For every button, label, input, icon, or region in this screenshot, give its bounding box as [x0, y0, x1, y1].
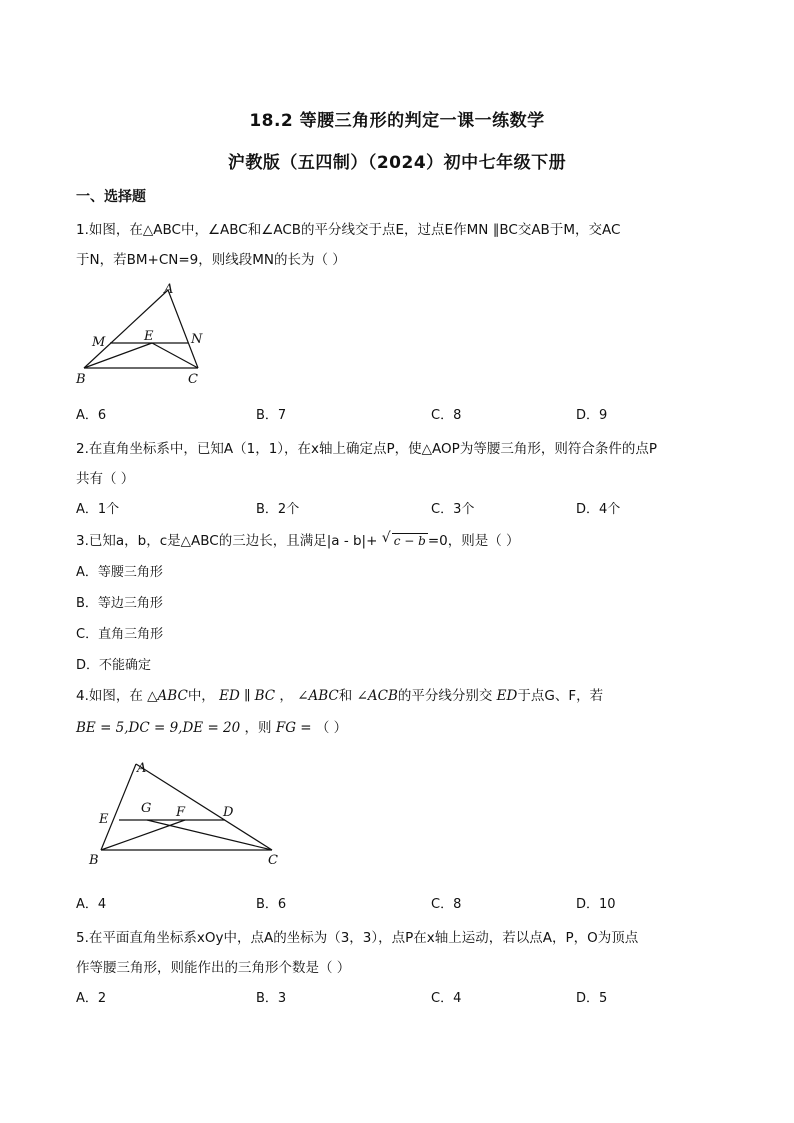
q1-label-c: C — [188, 372, 198, 387]
q4-label-d: D — [223, 805, 234, 820]
q4-math-fg: FG = — [275, 720, 316, 736]
q4-option-c[interactable]: C．8 — [431, 897, 462, 912]
q4-segment-cg — [147, 820, 272, 850]
q4-text-mid1: 中， — [187, 688, 215, 704]
q4-label-f: F — [176, 805, 186, 820]
q1-option-c[interactable]: C．8 — [431, 408, 462, 423]
q5-option-c[interactable]: C．4 — [431, 991, 462, 1006]
q4-text-mid2: 的平分线分别交 — [397, 688, 493, 704]
q3-sqrt — [381, 530, 428, 549]
q4-math-angle-acb: ∠ACB — [356, 688, 398, 704]
title-line-2: 沪教版（五四制）（2024）初中七年级下册 — [227, 153, 567, 173]
q2-option-b[interactable]: B．2个 — [256, 502, 300, 517]
q4-text-line-1 — [76, 684, 603, 704]
q2-text-line-2: 共有（ ） — [76, 471, 135, 487]
q1-segment-ac — [168, 290, 198, 368]
q4-math-ed: ED — [496, 688, 518, 704]
section-heading: 一、选择题 — [76, 189, 146, 205]
q1-label-n: N — [191, 332, 203, 347]
radical-sign-icon: √ — [381, 530, 391, 546]
q2-option-c[interactable]: C．3个 — [431, 502, 475, 517]
q3-text-line-1 — [76, 529, 520, 549]
q4-text-post: 于点G、F，若 — [517, 688, 604, 704]
q4-math-given: BE = 5,DC = 9,DE = 20 — [76, 720, 241, 736]
q5-option-b[interactable]: B．3 — [256, 991, 287, 1006]
q4-option-a[interactable]: A．4 — [76, 897, 107, 912]
q4-label-b: B — [89, 853, 99, 868]
q1-figure — [74, 280, 214, 390]
q4-text-line-2 — [76, 716, 347, 736]
q4-option-b[interactable]: B．6 — [256, 897, 287, 912]
q4-label-e: E — [99, 812, 109, 827]
q4-segment-ac — [136, 764, 272, 850]
title-line-1: 18.2 等腰三角形的判定一课一练数学 — [249, 111, 545, 131]
q1-text-line-1: 1.如图，在△ABC中，∠ABC和∠ACB的平分线交于点E，过点E作MN ∥BC交AB于M，交AC — [76, 222, 621, 238]
q5-option-d[interactable]: D．5 — [576, 991, 608, 1006]
q4-figure — [86, 756, 296, 874]
q4-label-c: C — [268, 853, 278, 868]
q3-text-post: =0，则是（ ） — [427, 533, 520, 549]
q3-text-pre: 3.已知a，b，c是△ABC的三边长，且满足|a - b|+ — [76, 533, 382, 549]
q4-text-then: ，则 — [240, 720, 276, 736]
q1-option-d[interactable]: D．9 — [576, 408, 608, 423]
q4-segment-ab — [101, 764, 136, 850]
q5-text-line-2: 作等腰三角形，则能作出的三角形个数是（ ） — [76, 960, 351, 976]
q3-sqrt-body: c − b — [393, 534, 426, 548]
q2-option-d[interactable]: D．4个 — [576, 502, 621, 517]
q2-text-line-1: 2.在直角坐标系中，已知A（1，1），在x轴上确定点P，使△AOP为等腰三角形，则符合条件的点P — [76, 441, 657, 457]
q3-option-b[interactable]: B．等边三角形 — [76, 596, 163, 611]
q1-label-e: E — [144, 329, 154, 344]
q4-option-d[interactable]: D．10 — [576, 897, 616, 912]
q4-math-triangle: △ABC — [147, 688, 188, 704]
q4-segment-bf — [101, 820, 185, 850]
q1-label-m: M — [92, 335, 106, 350]
q2-option-a[interactable]: A．1个 — [76, 502, 120, 517]
q4-text-bracket: （ ） — [315, 720, 348, 736]
q4-label-a: A — [137, 761, 147, 776]
q1-option-b[interactable]: B．7 — [256, 408, 287, 423]
q3-option-c[interactable]: C．直角三角形 — [76, 627, 164, 642]
q1-text-line-2: 于N，若BM+CN=9，则线段MN的长为（ ） — [76, 252, 346, 268]
q4-label-g: G — [141, 801, 152, 816]
q4-text-and: 和 — [338, 688, 353, 704]
q5-option-a[interactable]: A．2 — [76, 991, 107, 1006]
q5-text-line-1: 5.在平面直角坐标系xOy中，点A的坐标为（3，3），点P在x轴上运动，若以点A，P，O为顶点 — [76, 930, 639, 946]
q3-option-d[interactable]: D．不能确定 — [76, 658, 152, 673]
q3-option-a[interactable]: A．等腰三角形 — [76, 565, 163, 580]
q4-text-pre: 4.如图，在 — [76, 688, 148, 704]
q1-label-b: B — [76, 372, 86, 387]
q4-math-ed-parallel-bc: ED ∥ BC — [219, 688, 276, 704]
q1-segment-ab — [84, 290, 168, 368]
q1-option-a[interactable]: A．6 — [76, 408, 107, 423]
q4-text-comma: ， — [279, 688, 293, 704]
q1-label-a: A — [164, 282, 174, 297]
q4-math-angle-abc: ∠ABC — [297, 688, 339, 704]
